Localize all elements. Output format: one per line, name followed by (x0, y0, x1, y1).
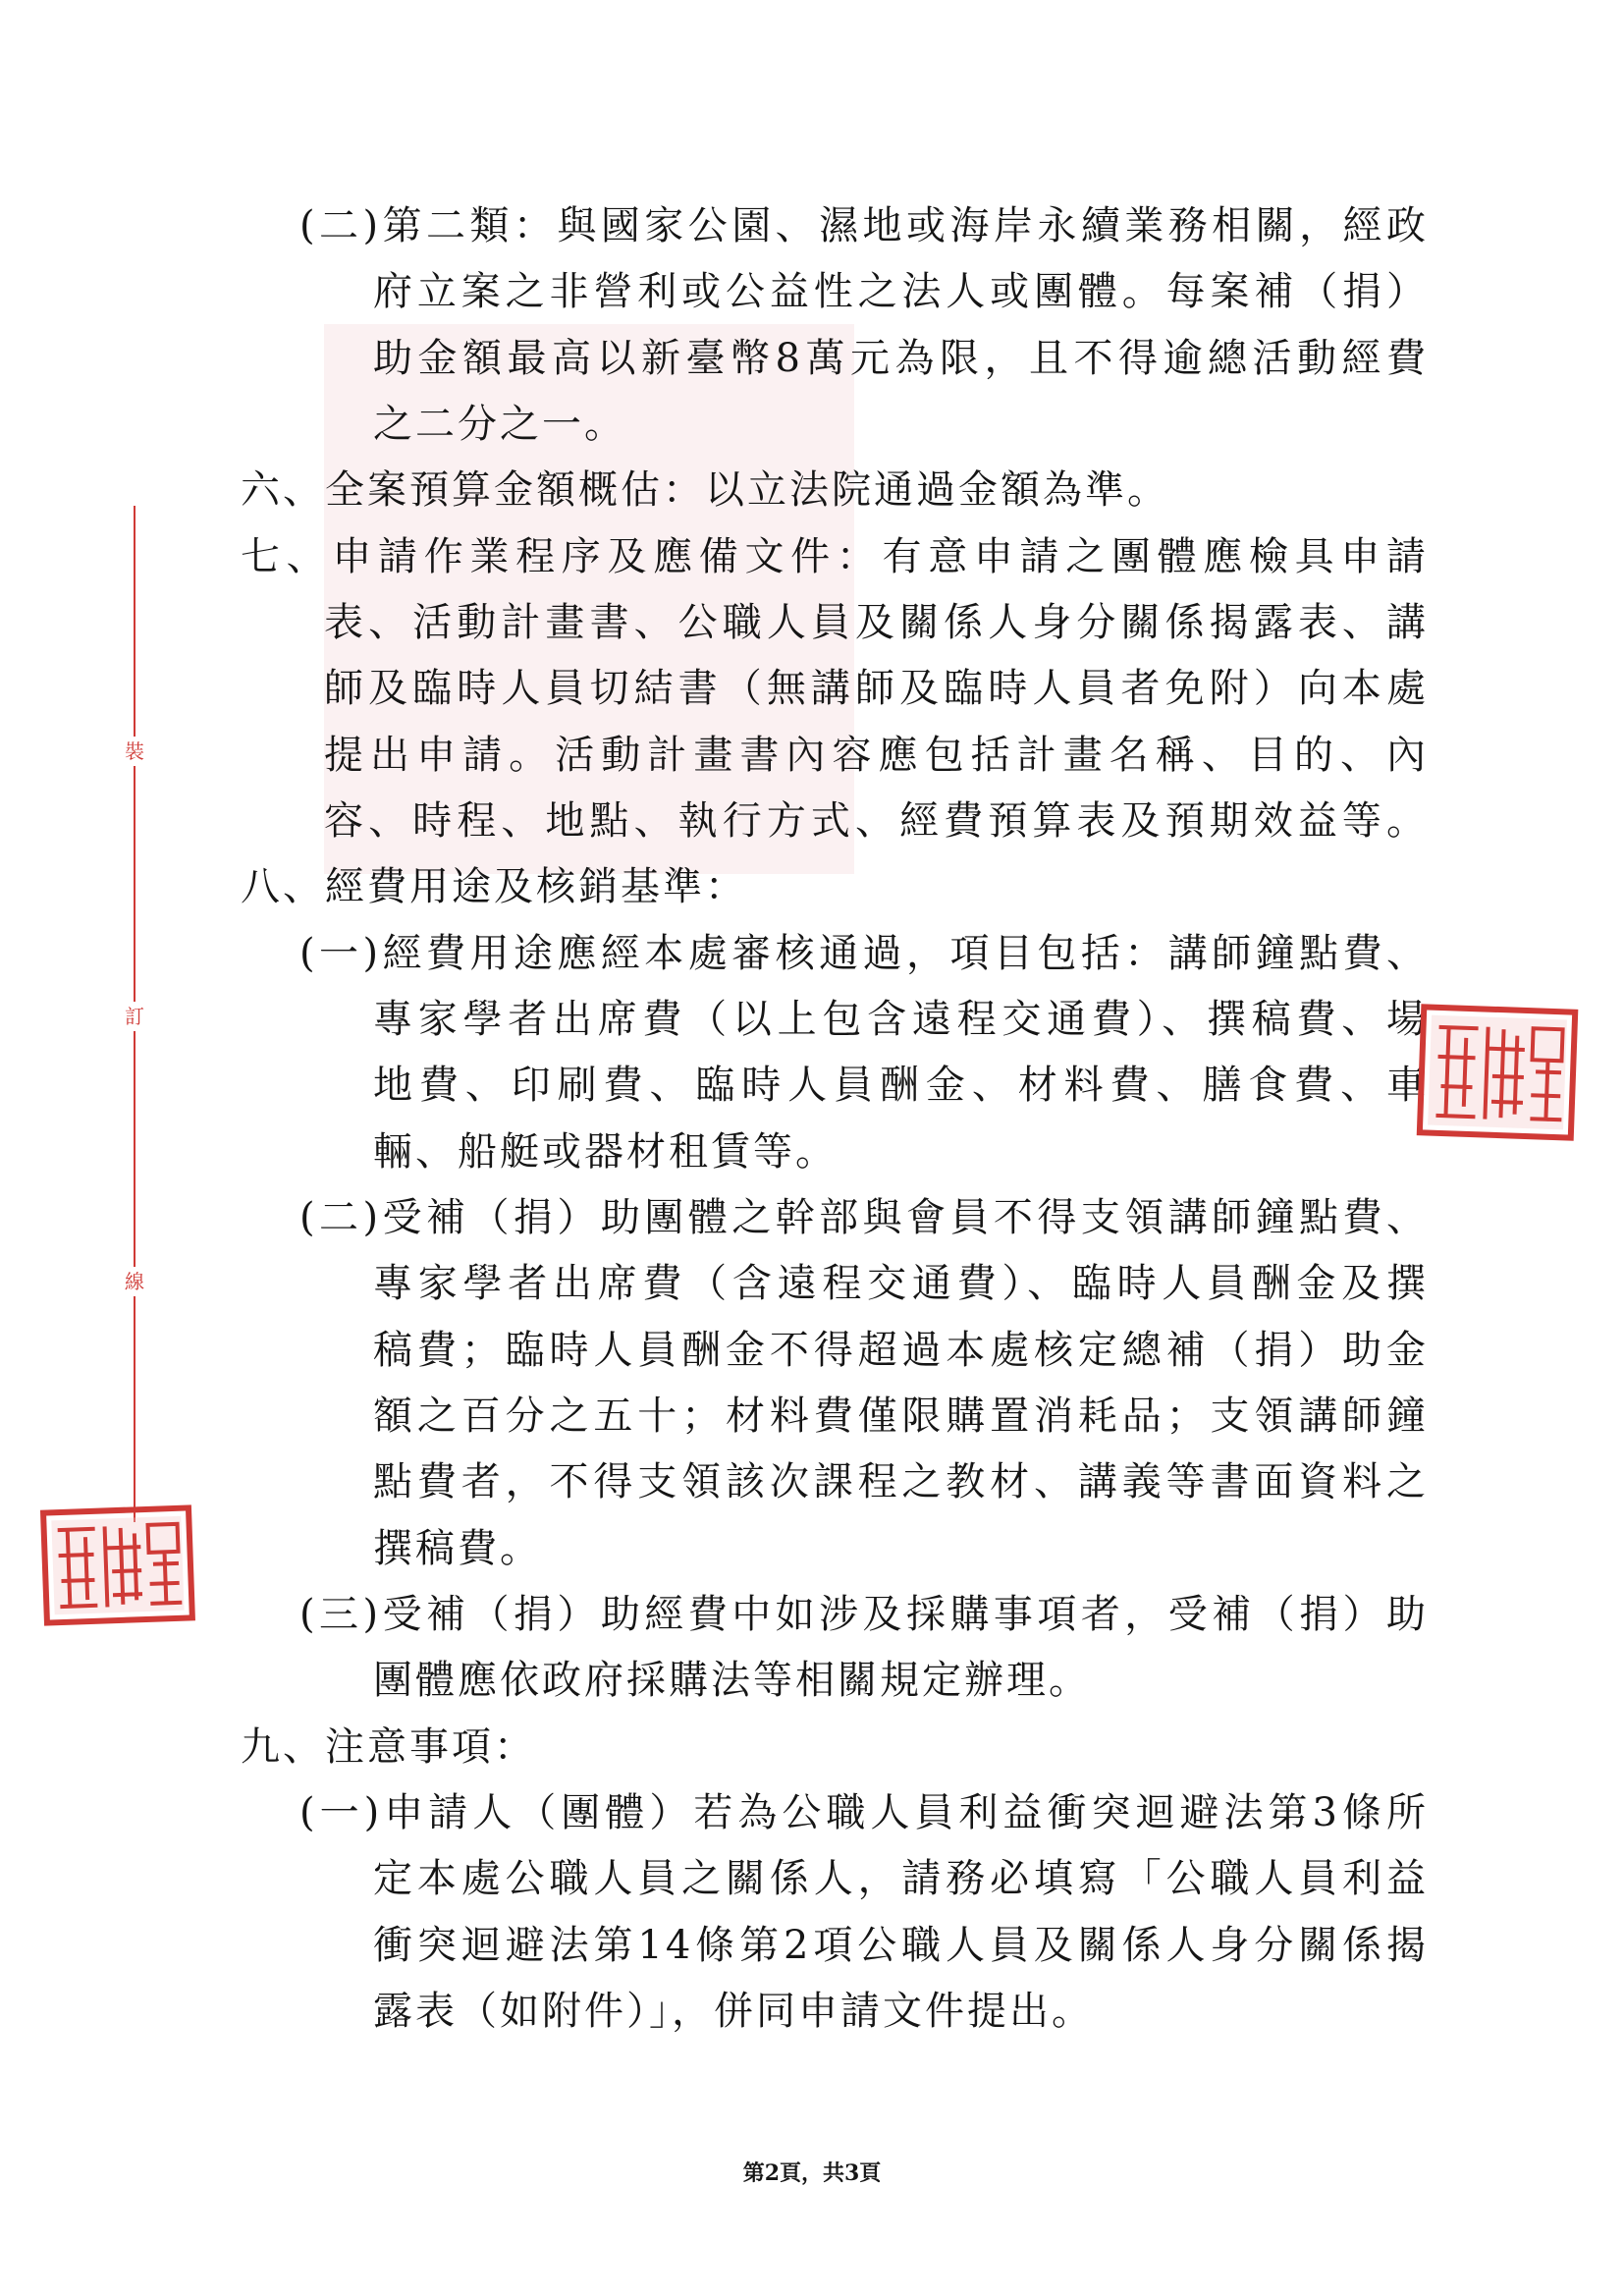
text-line: (二)第二類：與國家公園、濕地或海岸永續業務相關，經政 (299, 203, 1429, 248)
section-heading: 八、經費用途及核銷基準： (241, 864, 747, 909)
text-line: 專家學者出席費（以上包含遠程交通費）、撰稿費、場 (373, 997, 1429, 1042)
text-line: (二)受補（捐）助團體之幹部與會員不得支領講師鐘點費、 (299, 1195, 1429, 1240)
binding-mark-zhuang: 裝 (122, 737, 147, 766)
text-line: 之二分之一。 (373, 402, 626, 447)
text-line: (一)申請人（團體）若為公職人員利益衝突迴避法第3條所 (299, 1790, 1429, 1835)
page-number: 第2頁，共3頁 (742, 2160, 882, 2186)
text-line: 稿費；臨時人員酬金不得超過本處核定總補（捐）助金 (373, 1328, 1429, 1373)
text-line: (一)經費用途應經本處審核通過，項目包括：講師鐘點費、 (299, 931, 1429, 976)
text-line: 團體應依政府採購法等相關規定辦理。 (373, 1658, 1091, 1703)
text-line: 額之百分之五十；材料費僅限購置消耗品；支領講師鐘 (373, 1394, 1429, 1439)
text-line: 衝突迴避法第14條第2項公職人員及關係人身分關係揭 (373, 1923, 1429, 1968)
text-line: (三)受補（捐）助經費中如涉及採購事項者，受補（捐）助 (299, 1592, 1429, 1637)
section-heading: 六、全案預算金額概估：以立法院通過金額為準。 (241, 467, 1169, 513)
text-line: 表、活動計畫書、公職人員及關係人身分關係揭露表、講 (324, 600, 1429, 645)
text-line: 府立案之非營利或公益性之法人或團體。每案補（捐） (373, 269, 1429, 314)
text-line: 露表（如附件）」，併同申請文件提出。 (373, 1989, 1094, 2034)
text-line: 撰稿費。 (373, 1526, 542, 1571)
text-line: 專家學者出席費（含遠程交通費）、臨時人員酬金及撰 (373, 1261, 1429, 1306)
text-line: 輛、船艇或器材租賃等。 (373, 1129, 838, 1175)
text-line: 定本處公職人員之關係人，請務必填寫「公職人員利益 (373, 1856, 1429, 1901)
binding-mark-xian: 線 (122, 1267, 147, 1296)
text-line: 容、時程、地點、執行方式、經費預算表及預期效益等。 (324, 798, 1429, 844)
text-line: 地費、印刷費、臨時人員酬金、材料費、膳食費、車 (373, 1063, 1429, 1108)
text-line: 師及臨時人員切結書（無講師及臨時人員者免附）向本處 (324, 666, 1429, 711)
binding-mark-ding: 訂 (122, 1002, 147, 1031)
text-line: 提出申請。活動計畫書內容應包括計畫名稱、目的、內 (324, 733, 1429, 778)
section-heading: 七、申請作業程序及應備文件：有意申請之團體應檢具申請 (241, 534, 1429, 579)
text-line: 點費者，不得支領該次課程之教材、講義等書面資料之 (373, 1459, 1429, 1504)
official-seal-stamp-right (1414, 1000, 1581, 1147)
official-seal-stamp-left (39, 1503, 196, 1630)
text-line: 助金額最高以新臺幣8萬元為限，且不得逾總活動經費 (373, 336, 1429, 381)
section-heading: 九、注意事項： (241, 1724, 536, 1770)
